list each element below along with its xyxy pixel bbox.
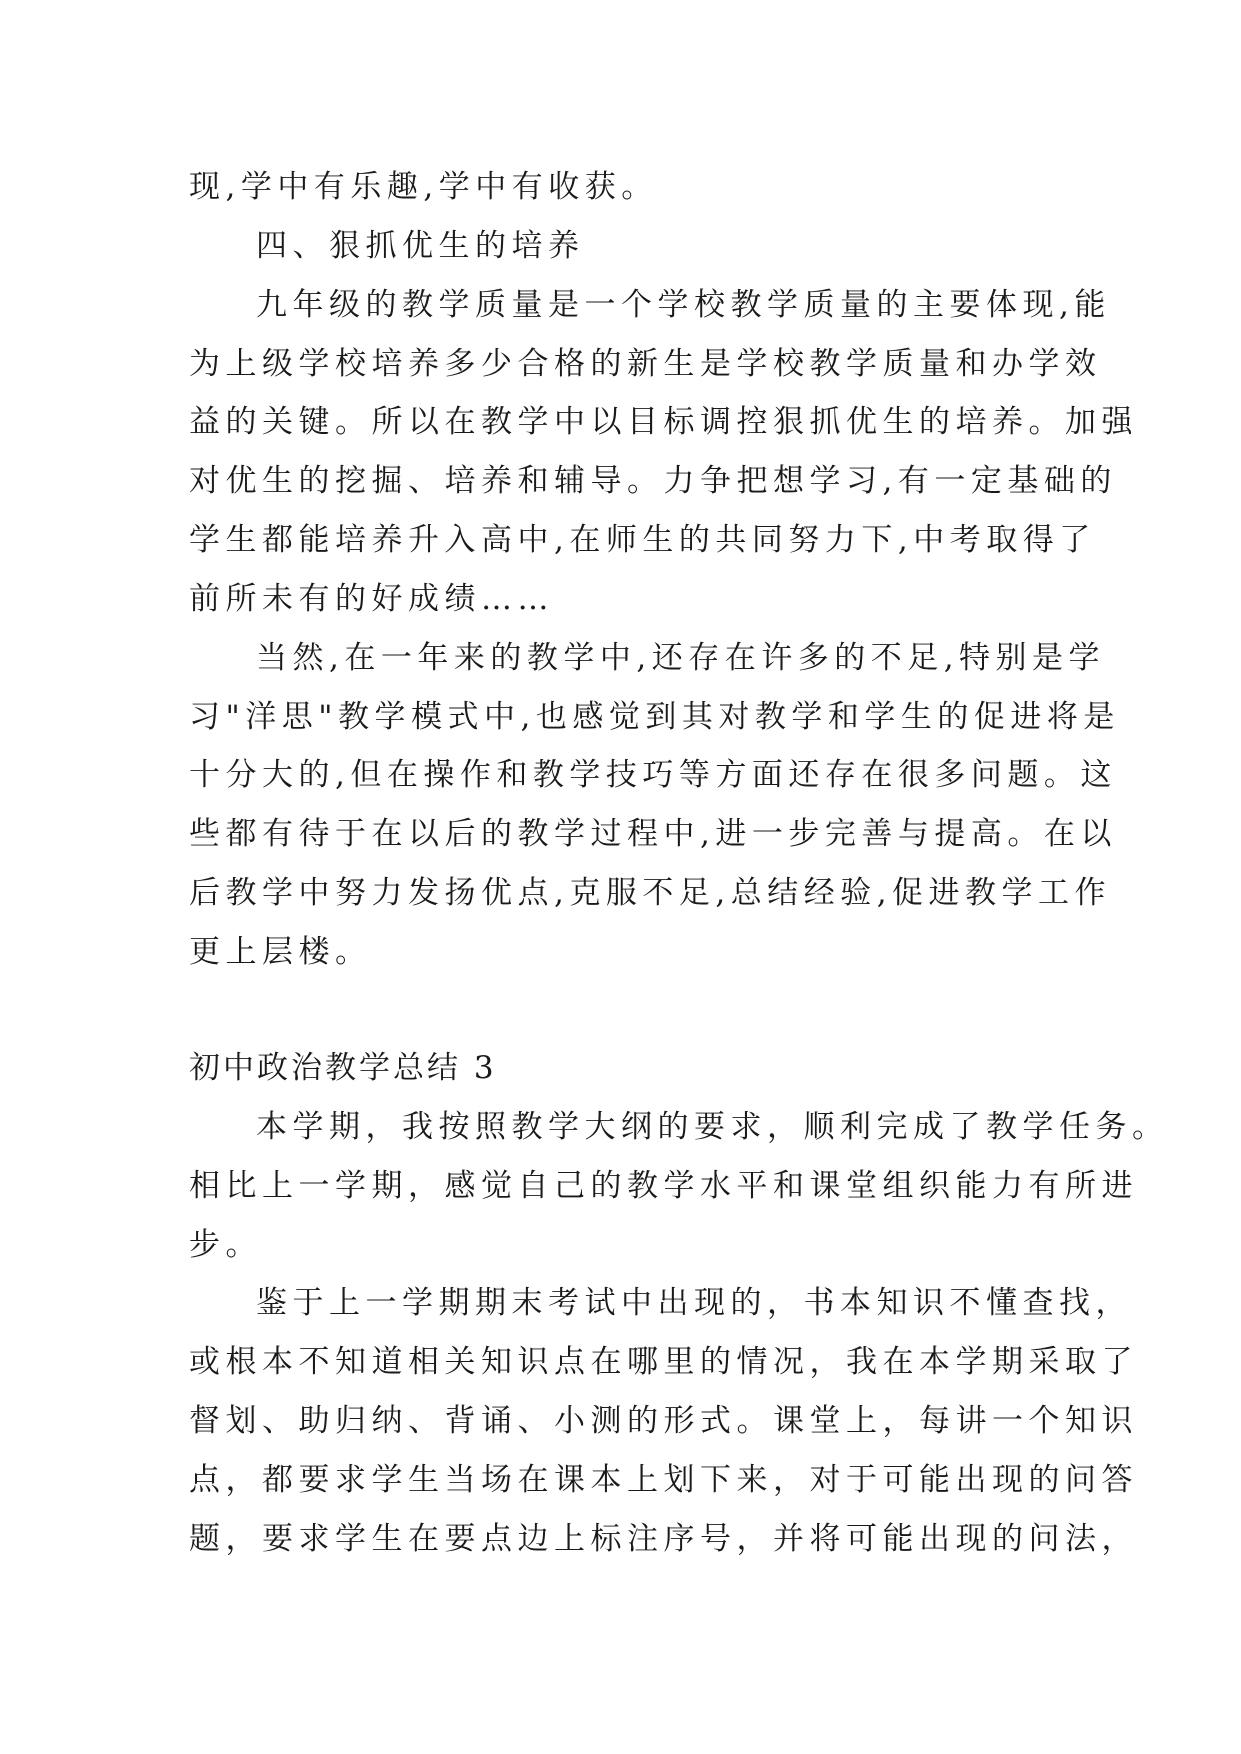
- paragraph-line: 九年级的教学质量是一个学校教学质量的主要体现,能: [256, 287, 1111, 323]
- paragraph-line: 当然,在一年来的教学中,还存在许多的不足,特别是学: [256, 640, 1106, 676]
- paragraph-line: 鉴于上一学期期末考试中出现的，书本知识不懂查找，: [256, 1285, 1132, 1321]
- paragraph-line: 督划、助归纳、背诵、小测的形式。课堂上，每讲一个知识: [189, 1403, 1138, 1439]
- paragraph-line: 为上级学校培养多少合格的新生是学校教学质量和办学效: [189, 346, 1102, 382]
- paragraph-line: 相比上一学期，感觉自己的教学水平和课堂组织能力有所进: [189, 1168, 1138, 1204]
- document-heading: 初中政治教学总结 3: [189, 1050, 497, 1086]
- paragraph-line: 对优生的挖掘、培养和辅导。力争把想学习,有一定基础的: [189, 463, 1117, 499]
- paragraph-line: 现,学中有乐趣,学中有收获。: [189, 169, 658, 205]
- paragraph-line: 些都有待于在以后的教学过程中,进一步完善与提高。在以: [189, 816, 1117, 852]
- paragraph-line: 更上层楼。: [189, 934, 372, 970]
- section-heading: 四、狠抓优生的培养: [256, 228, 585, 264]
- paragraph-line: 题，要求学生在要点边上标注序号，并将可能出现的问法，: [189, 1521, 1138, 1557]
- paragraph-line: 十分大的,但在操作和教学技巧等方面还存在很多问题。这: [189, 757, 1117, 793]
- paragraph-line: 益的关键。所以在教学中以目标调控狠抓优生的培养。加强: [189, 404, 1138, 440]
- paragraph-line: 点，都要求学生当场在课本上划下来，对于可能出现的问答: [189, 1462, 1138, 1498]
- paragraph-line: 学生都能培养升入高中,在师生的共同努力下,中考取得了: [189, 522, 1096, 558]
- paragraph-line: 前所未有的好成绩……: [189, 581, 554, 617]
- paragraph-line: 本学期，我按照教学大纲的要求，顺利完成了教学任务。: [256, 1109, 1169, 1145]
- paragraph-line: 步。: [189, 1227, 262, 1263]
- paragraph-line: 或根本不知道相关知识点在哪里的情况，我在本学期采取了: [189, 1344, 1138, 1380]
- paragraph-line: 后教学中努力发扬优点,克服不足,总结经验,促进教学工作: [189, 875, 1112, 911]
- paragraph-line: 习"洋思"教学模式中,也感觉到其对教学和学生的促进将是: [189, 699, 1120, 735]
